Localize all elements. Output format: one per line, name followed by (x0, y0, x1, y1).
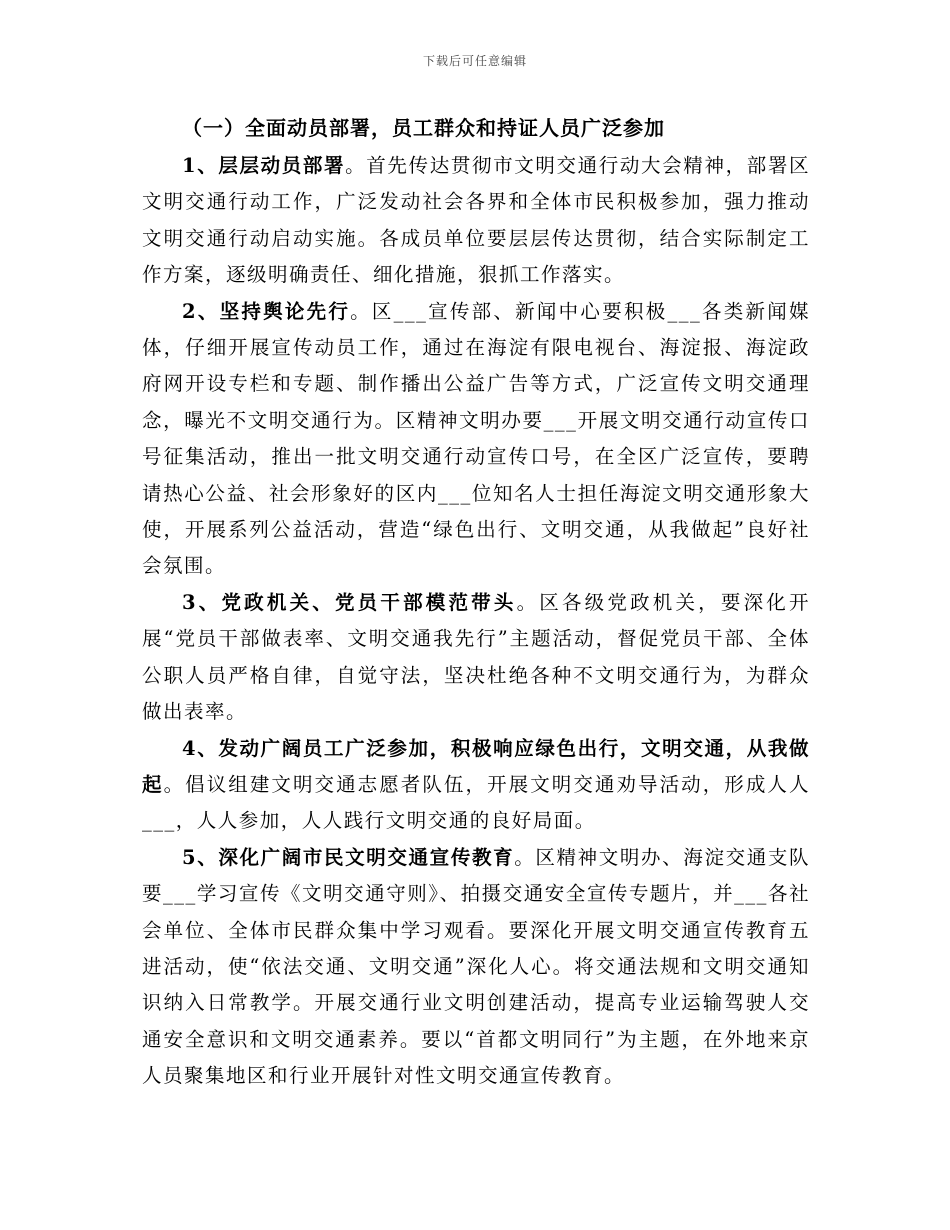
page-header: 下载后可任意编辑 (422, 54, 527, 68)
paragraph-3-text: 。区各级党政机关，要深化开展“党员干部做表率、文明交通我先行”主题活动，督促党员干部、全体公职人员严格自律，自觉守法，坚决杜绝各种不文明交通行为，为群众做出表率。 (142, 590, 810, 724)
paragraph-5 (142, 840, 810, 1095)
section-title: （一）全面动员部署，员工群众和持证人员广泛参加 (182, 116, 665, 140)
paragraph-1 (142, 148, 810, 294)
paragraph-2 (142, 294, 810, 585)
paragraph-3 (142, 585, 810, 731)
paragraph-1-lead: 1、层层动员部署 (182, 154, 346, 177)
document-body (142, 108, 810, 1095)
paragraph-3-lead: 3、党政机关、党员干部模范带头 (182, 590, 517, 614)
paragraph-5-lead: 5、深化广阔市民文明交通宣传教育 (182, 845, 515, 869)
paragraph-4-lead: 4、发动广阔员工广泛参加，积极响应绿色出行，文明交通，从我做起 (142, 736, 810, 796)
paragraph-4 (142, 731, 810, 840)
paragraph-2-text: 。区___宣传部、新闻中心要积极___各类新闻媒体，仔细开展宣传动员工作，通过在海淀有限电视台、海淀报、海淀政府网开设专栏和专题、制作播出公益广告等方式，广泛宣传文明交通理念，曝光不文明交通行为。区精神文明办要___开展文明交通行动宣传口号征集活动，推出一批文明交通行动宣传口号，在全区广泛宣传，要聘请热心公益、社会形象好的区内___位知名人士担任海淀文明交通形象大使，开展系列公益活动，营造“绿色出行、文明交通，从我做起”良好社会氛围。 (142, 299, 810, 578)
paragraph-2-lead: 2、坚持舆论先行 (182, 299, 351, 323)
paragraph-4-text: 。倡议组建文明交通志愿者队伍，开展文明交通劝导活动，形成人人___，人人参加，人人践行文明交通的良好局面。 (142, 772, 810, 833)
paragraph-1-text: 。首先传达贯彻市文明交通行动大会精神，部署区文明交通行动工作，广泛发动社会各界和全体市民积极参加，强力推动文明交通行动启动实施。各成员单位要层层传达贯彻，结合实际制定工作方案，逐级明确责任、细化措施，狠抓工作落实。 (142, 154, 810, 287)
paragraph-5-text: 。区精神文明办、海淀交通支队要___学习宣传《文明交通守则》、拍摄交通安全宣传专题片，并___各社会单位、全体市民群众集中学习观看。要深化开展文明交通宣传教育五进活动，使“依法交通、文明交通”深化人心。将交通法规和文明交通知识纳入日常教学。开展交通行业文明创建活动，提高专业运输驾驶人交通安全意识和文明交通素养。要以“首都文明同行”为主题，在外地来京人员聚集地区和行业开展针对性文明交通宣传教育。 (142, 845, 810, 1088)
